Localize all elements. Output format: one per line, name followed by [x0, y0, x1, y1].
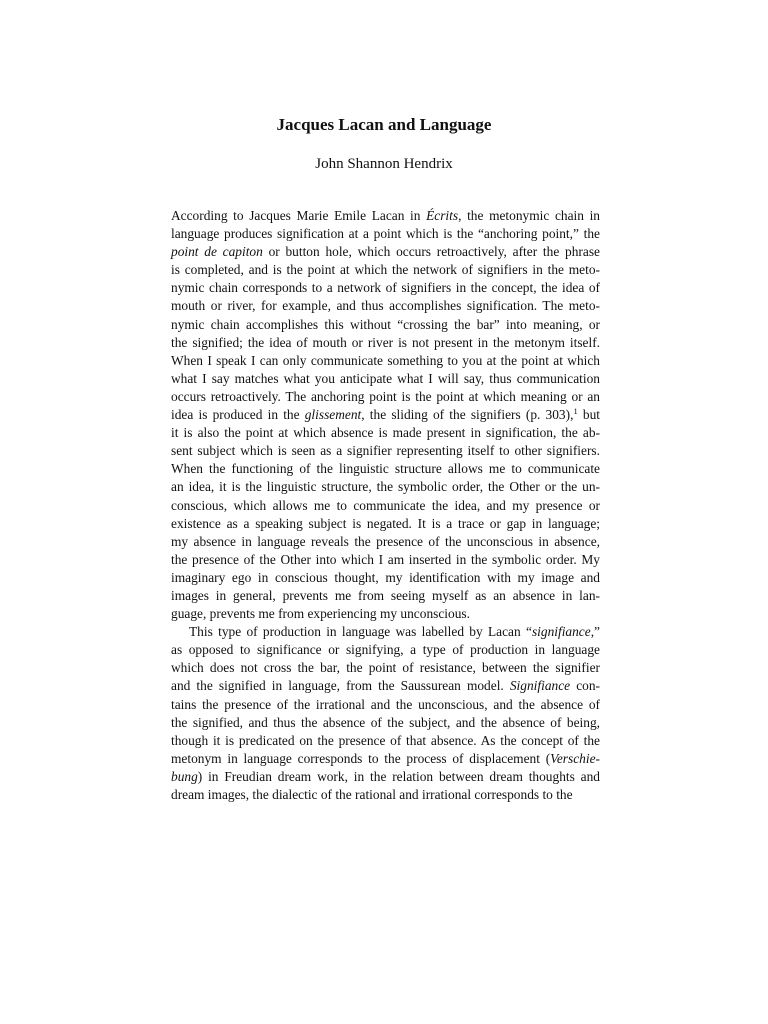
- text-segment: guage, prevents me from experiencing my unconscious.: [171, 606, 470, 622]
- text-segment: imaginary ego in conscious thought, my identification with my image and: [171, 569, 600, 585]
- text-segment: dream images, the dialectic of the rational and irrational corresponds to the: [171, 787, 573, 802]
- text-segment: ) in Freudian dream work, in the relation between dream thoughts and: [197, 768, 600, 784]
- text-segment: which does not cross the bar, the point of resistance, between the signifier: [171, 660, 600, 676]
- body-text: [171, 207, 600, 804]
- text-segment: When the functioning of the linguistic structure allows me to communicate: [171, 461, 600, 477]
- text-segment: what I say matches what you anticipate what I will say, thus communication: [171, 370, 600, 386]
- text-line: [171, 352, 600, 370]
- text-line: [171, 225, 600, 243]
- text-line: [171, 677, 600, 695]
- text-line: [171, 641, 600, 659]
- text-line: [171, 750, 600, 768]
- text-line: [171, 424, 600, 442]
- text-line: [171, 569, 600, 587]
- text-line: [171, 533, 600, 551]
- text-line: [171, 243, 600, 261]
- text-segment: but: [577, 407, 600, 423]
- text-segment: conscious, which allows me to communicate the idea, and my presence or: [171, 497, 600, 513]
- text-line: [171, 659, 600, 677]
- text-segment: an idea, it is the linguistic structure, the symbolic order, the Other or the un-: [171, 479, 600, 495]
- paragraph: [171, 207, 600, 623]
- text-line: [171, 768, 600, 786]
- text-line: [171, 316, 600, 334]
- text-line: [171, 388, 600, 406]
- text-line: [171, 406, 600, 424]
- text-segment: This type of production in language was labelled by Lacan “: [189, 624, 532, 640]
- text-segment: language produces signification at a point which is the “anchoring point,” the: [171, 226, 600, 242]
- text-line: [171, 442, 600, 460]
- footnote-marker: 1: [573, 406, 578, 417]
- italic-text: Écrits: [426, 208, 459, 223]
- text-segment: occurs retroactively. The anchoring point is the point at which meaning or an: [171, 388, 600, 404]
- text-line: [171, 623, 600, 641]
- text-segment: is completed, and is the point at which the network of signifiers in the meto-: [171, 262, 600, 278]
- text-segment: my absence in language reveals the presence of the unconscious in absence,: [171, 533, 600, 549]
- text-segment: idea is produced in the: [171, 407, 305, 423]
- text-line: [171, 370, 600, 388]
- text-line: [171, 786, 600, 804]
- text-segment: , the sliding of the signifiers (p. 303),: [361, 407, 574, 423]
- text-segment: nymic chain corresponds to a network of signifiers in the concept, the idea of: [171, 280, 600, 296]
- text-segment: con-: [570, 678, 600, 694]
- text-line: [171, 279, 600, 297]
- text-segment: metonym in language corresponds to the process of displacement (: [171, 750, 551, 766]
- text-line: [171, 460, 600, 478]
- text-segment: the presence of the Other into which I am inserted in the symbolic order. My: [171, 551, 600, 567]
- text-line: [171, 261, 600, 279]
- text-segment: as opposed to significance or signifying, a type of production in language: [171, 642, 600, 658]
- text-segment: it is also the point at which absence is made present in signification, the ab-: [171, 425, 600, 441]
- text-segment: the signified; the idea of mouth or river is not present in the metonym itself.: [171, 334, 600, 350]
- text-segment: nymic chain accomplishes this without “crossing the bar” into meaning, or: [171, 316, 600, 332]
- text-segment: mouth or river, for example, and thus accomplishes signification. The meto-: [171, 298, 600, 314]
- document-title: Jacques Lacan and Language: [276, 115, 492, 134]
- text-line: [171, 714, 600, 732]
- italic-text: point de capiton: [171, 244, 263, 260]
- text-line: [171, 551, 600, 569]
- author-name: John Shannon Hendrix: [315, 156, 453, 172]
- italic-text: glissement: [304, 407, 362, 423]
- text-line: [171, 297, 600, 315]
- text-segment: images in general, prevents me from seeing myself as an absence in lan-: [171, 587, 600, 603]
- text-segment: and the signified in language, from the Saussurean model.: [171, 678, 510, 694]
- text-segment: or button hole, which occurs retroactively, after the phrase: [262, 244, 600, 260]
- text-segment: ,”: [590, 624, 600, 640]
- text-segment: the signified, and thus the absence of the subject, and the absence of being,: [171, 714, 600, 730]
- italic-text: signifiance: [531, 624, 591, 640]
- text-line: [171, 696, 600, 714]
- text-line: [171, 587, 600, 605]
- text-line: [171, 207, 600, 225]
- text-line: [171, 478, 600, 496]
- italic-text: bung: [171, 768, 198, 784]
- text-line: [171, 515, 600, 533]
- text-line: [171, 334, 600, 352]
- text-segment: , the metonymic chain in: [458, 208, 600, 223]
- text-segment: sent subject which is seen as a signifier representing itself to other signifiers.: [171, 443, 600, 459]
- italic-text: Signifiance: [509, 678, 571, 694]
- text-line: [171, 732, 600, 750]
- text-line: [171, 497, 600, 515]
- text-segment: tains the presence of the irrational and the unconscious, and the absence of: [171, 696, 600, 712]
- text-line: [171, 605, 600, 623]
- text-segment: When I speak I can only communicate something to you at the point at which: [171, 352, 600, 368]
- italic-text: Verschie-: [550, 750, 600, 766]
- text-segment: existence as a speaking subject is negated. It is a trace or gap in language;: [171, 515, 600, 531]
- paragraph: [171, 623, 600, 804]
- text-segment: According to Jacques Marie Emile Lacan in: [171, 208, 427, 223]
- text-segment: though it is predicated on the presence of that absence. As the concept of the: [171, 732, 600, 748]
